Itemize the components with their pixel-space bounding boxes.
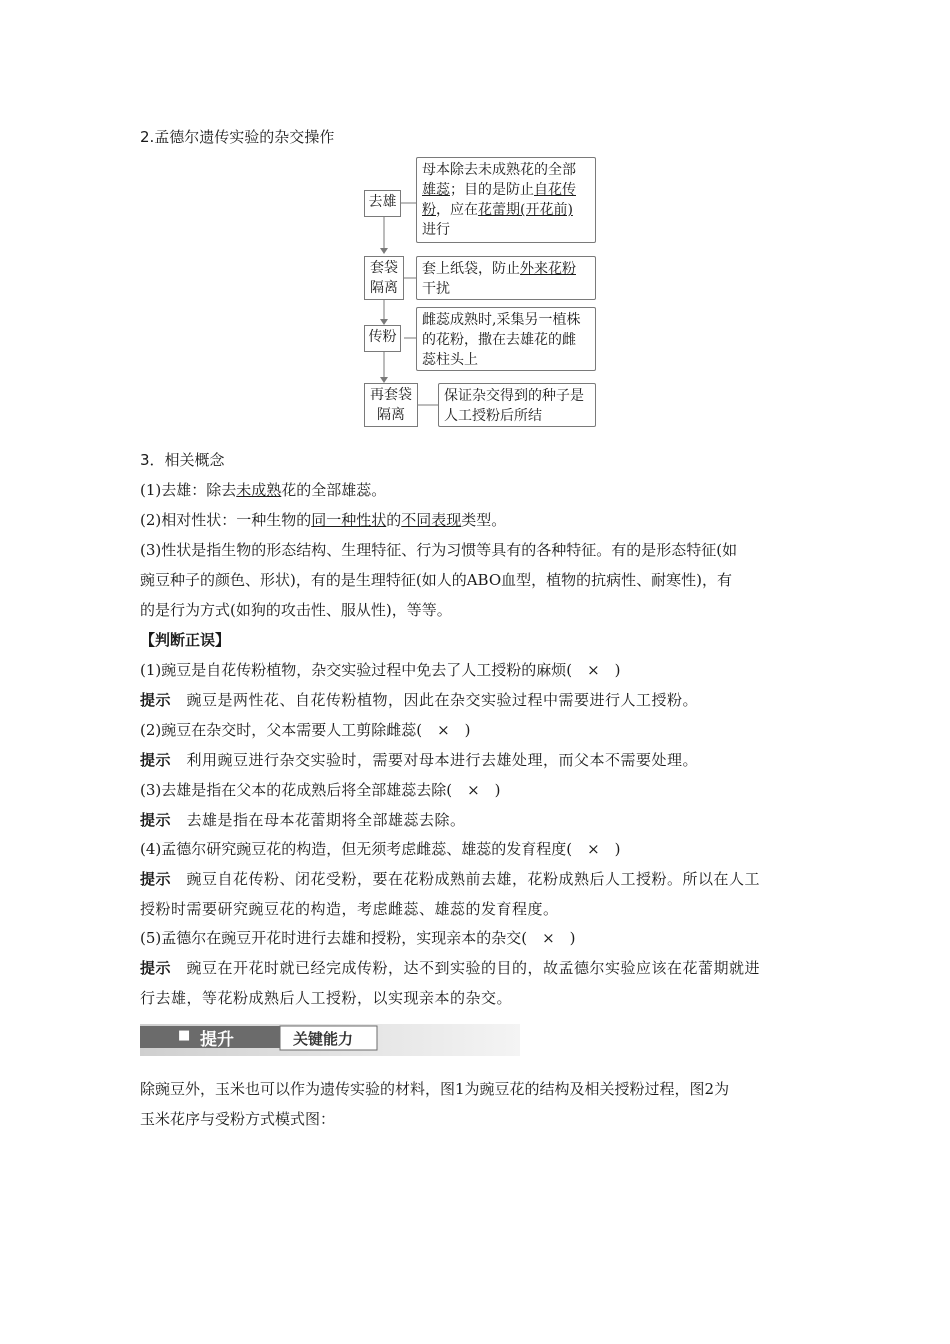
- hint-4: 提示 豌豆自花传粉、闭花受粉，要在花粉成熟前去雄，花粉成熟后人工授粉。所以在人工: [140, 870, 761, 888]
- flow-step-pollination: 传粉: [364, 325, 401, 352]
- flow-step-castration: 去雄: [364, 190, 401, 217]
- hint-label: 提示: [140, 959, 172, 977]
- hint-3: 提示 去雄是指在母本花蕾期将全部雄蕊去除。: [140, 811, 466, 829]
- hint-5: 提示 豌豆在开花时就已经完成传粉，达不到实验的目的，故孟德尔实验应该在花蕾期就进: [140, 959, 761, 977]
- banner-main-label: 提升: [200, 1030, 234, 1050]
- judge-item-2: (2)豌豆在杂交时，父本需要人工剪除雌蕊( × ): [140, 721, 471, 739]
- section2-title: 2.孟德尔遗传实验的杂交操作: [140, 128, 335, 146]
- flow-step-bagging-desc: 套上纸袋，防止外来花粉 干扰: [416, 256, 596, 300]
- concept-2: (2)相对性状：一种生物的同一种性状的不同表现类型。: [140, 511, 507, 529]
- concept-3-line-2: 豌豆种子的颜色、形状)，有的是生理特征(如人的ABO血型，植物的抗病性、耐寒性)，有: [140, 571, 732, 589]
- final-paragraph-line-1: 除豌豆外，玉米也可以作为遗传实验的材料，图1为豌豆花的结构及相关授粉过程，图2为: [140, 1080, 730, 1098]
- hint-label: 提示: [140, 811, 172, 829]
- flow-step-rebagging-desc: 保证杂交得到的种子是 人工授粉后所结: [438, 383, 596, 427]
- concept-3-line-3: 的是行为方式(如狗的攻击性、服从性)，等等。: [140, 601, 452, 619]
- section-banner: [140, 1024, 520, 1056]
- flow-step-pollination-desc: 雌蕊成熟时,采集另一植株 的花粉，撒在去雄花的雌 蕊柱头上: [416, 307, 596, 371]
- hint-1: 提示 豌豆是两性花、自花传粉植物，因此在杂交实验过程中需要进行人工授粉。: [140, 691, 699, 709]
- judge-item-1: (1)豌豆是自花传粉植物，杂交实验过程中免去了人工授粉的麻烦( × ): [140, 661, 621, 679]
- judge-item-4: (4)孟德尔研究豌豆花的构造，但无须考虑雌蕊、雄蕊的发育程度( × ): [140, 840, 621, 858]
- flow-step-rebagging: 再套袋 隔离: [364, 383, 418, 427]
- concept-3-line-1: (3)性状是指生物的形态结构、生理特征、行为习惯等具有的各种特征。有的是形态特征(如: [140, 541, 738, 559]
- banner-square-icon: ■: [178, 1028, 191, 1043]
- judge-item-5: (5)孟德尔在豌豆开花时进行去雄和授粉，实现亲本的杂交( × ): [140, 929, 576, 947]
- hint-label: 提示: [140, 751, 172, 769]
- judge-title: 【判断正误】: [140, 631, 231, 649]
- flow-step-castration-desc: 母本除去未成熟花的全部 雄蕊；目的是防止自花传 粉，应在花蕾期(开花前) 进行: [416, 157, 596, 243]
- hint-label: 提示: [140, 691, 172, 709]
- banner-sub-label: 关键能力: [293, 1030, 354, 1048]
- final-paragraph-line-2: 玉米花序与受粉方式模式图：: [140, 1110, 336, 1128]
- hint-5-line-2: 行去雄，等花粉成熟后人工授粉，以实现亲本的杂交。: [140, 989, 513, 1007]
- hint-4-line-2: 授粉时需要研究豌豆花的构造，考虑雌蕊、雄蕊的发育程度。: [140, 900, 559, 918]
- hint-label: 提示: [140, 870, 172, 888]
- flow-step-bagging: 套袋 隔离: [364, 256, 404, 300]
- section3-title: 3．相关概念: [140, 451, 225, 469]
- concept-1: (1)去雄：除去未成熟花的全部雄蕊。: [140, 481, 387, 499]
- judge-item-3: (3)去雄是指在父本的花成熟后将全部雄蕊去除( × ): [140, 781, 501, 799]
- hint-2: 提示 利用豌豆进行杂交实验时，需要对母本进行去雄处理，而父本不需要处理。: [140, 751, 699, 769]
